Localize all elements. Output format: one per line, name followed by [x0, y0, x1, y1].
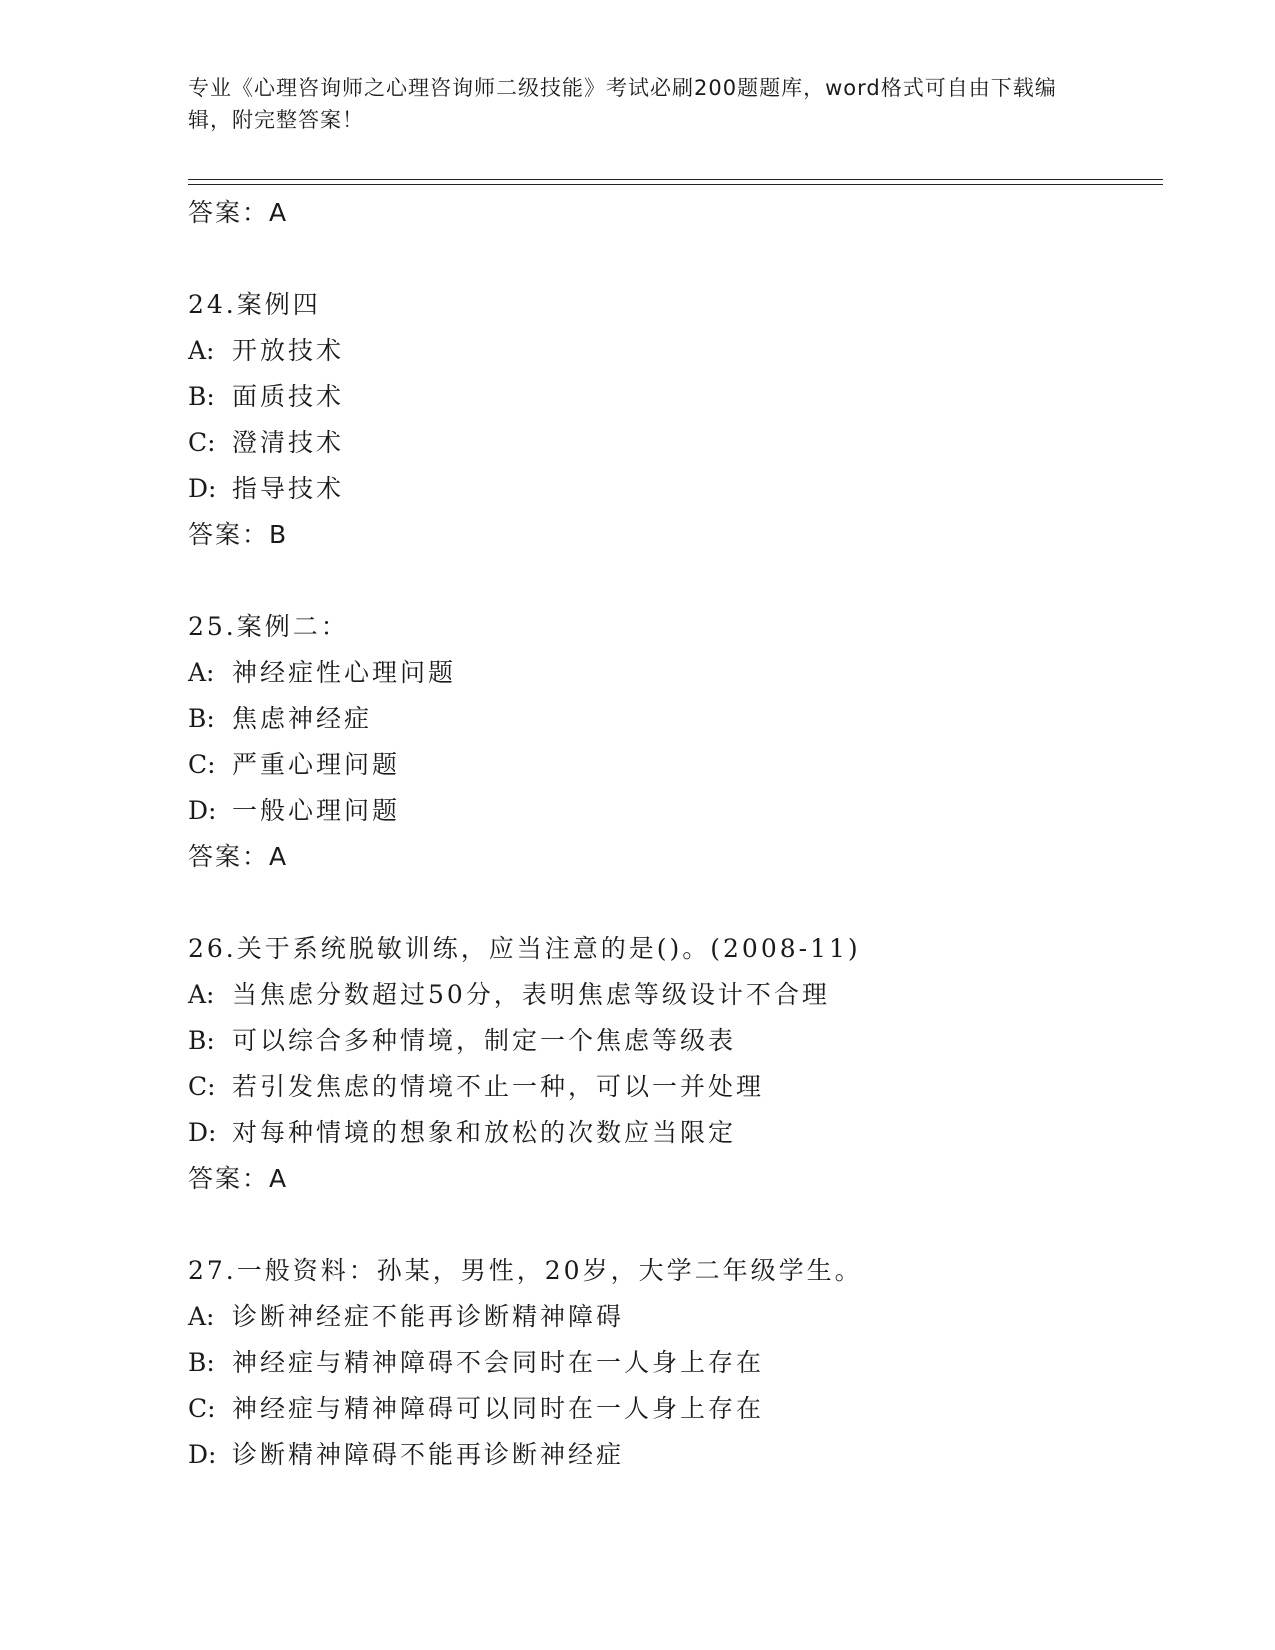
- option-d: [188, 788, 1163, 834]
- option-text: 澄清技术: [232, 428, 345, 457]
- option-letter: A:: [188, 336, 215, 365]
- option-letter: B:: [188, 704, 215, 733]
- answer-line: [188, 834, 1163, 880]
- option-text: 诊断神经症不能再诊断精神障碍: [232, 1302, 625, 1331]
- option-text: 神经症性心理问题: [232, 658, 457, 687]
- option-letter: A:: [188, 980, 215, 1009]
- option-a: [188, 972, 1163, 1018]
- option-letter: C:: [188, 1394, 216, 1423]
- option-text: 神经症与精神障碍可以同时在一人身上存在: [232, 1394, 765, 1423]
- option-text: 指导技术: [232, 474, 345, 503]
- answer-line: [188, 512, 1163, 558]
- option-d: [188, 1110, 1163, 1156]
- answer-value: B: [269, 520, 288, 549]
- option-letter: A:: [188, 658, 215, 687]
- option-a: [188, 1294, 1163, 1340]
- option-letter: C:: [188, 1072, 216, 1101]
- option-letter: D:: [188, 796, 217, 825]
- option-text: 面质技术: [232, 382, 345, 411]
- option-text: 神经症与精神障碍不会同时在一人身上存在: [232, 1348, 765, 1377]
- option-text: 当焦虑分数超过50分，表明焦虑等级设计不合理: [232, 980, 830, 1009]
- option-text: 若引发焦虑的情境不止一种，可以一并处理: [232, 1072, 765, 1101]
- question-list: [188, 190, 1163, 1478]
- option-letter: D:: [188, 1440, 217, 1469]
- answer-value: A: [269, 842, 288, 871]
- option-d: [188, 466, 1163, 512]
- option-d: [188, 1432, 1163, 1478]
- option-b: [188, 1018, 1163, 1064]
- option-text: 对每种情境的想象和放松的次数应当限定: [232, 1118, 737, 1147]
- answer-label: 答案：: [188, 842, 270, 871]
- option-letter: B:: [188, 382, 215, 411]
- header-divider-top: [188, 179, 1163, 180]
- answer-value: A: [269, 1164, 288, 1193]
- option-text: 可以综合多种情境，制定一个焦虑等级表: [232, 1026, 737, 1055]
- option-b: [188, 374, 1163, 420]
- question-stem: 24.案例四: [188, 290, 321, 319]
- question-stem: 27.一般资料：孙某，男性，20岁，大学二年级学生。: [188, 1256, 863, 1285]
- option-b: [188, 1340, 1163, 1386]
- option-letter: C:: [188, 750, 216, 779]
- answer-label: 答案：: [188, 520, 270, 549]
- answer-line: [188, 1156, 1163, 1202]
- answer-label: 答案：: [188, 198, 270, 227]
- option-text: 开放技术: [232, 336, 345, 365]
- question-stem: 25.案例二：: [188, 612, 349, 641]
- answer-label: 答案：: [188, 1164, 270, 1193]
- question-stem: 26.关于系统脱敏训练，应当注意的是()。(2008-11): [188, 934, 861, 963]
- option-text: 严重心理问题: [232, 750, 401, 779]
- option-letter: D:: [188, 1118, 217, 1147]
- option-a: [188, 650, 1163, 696]
- option-text: 焦虑神经症: [232, 704, 373, 733]
- option-c: [188, 1064, 1163, 1110]
- option-letter: D:: [188, 474, 217, 503]
- option-c: [188, 420, 1163, 466]
- option-c: [188, 1386, 1163, 1432]
- answer-line: [188, 190, 1163, 236]
- option-letter: B:: [188, 1348, 215, 1377]
- header-divider-bottom: [188, 184, 1163, 185]
- document-intro: 专业《心理咨询师之心理咨询师二级技能》考试必刷200题题库，word格式可自由下载编辑，附完整答案！: [188, 76, 1057, 132]
- option-c: [188, 742, 1163, 788]
- option-letter: C:: [188, 428, 216, 457]
- option-letter: B:: [188, 1026, 215, 1055]
- option-b: [188, 696, 1163, 742]
- option-text: 诊断精神障碍不能再诊断神经症: [232, 1440, 625, 1469]
- option-text: 一般心理问题: [232, 796, 401, 825]
- answer-value: A: [269, 198, 288, 227]
- option-letter: A:: [188, 1302, 215, 1331]
- option-a: [188, 328, 1163, 374]
